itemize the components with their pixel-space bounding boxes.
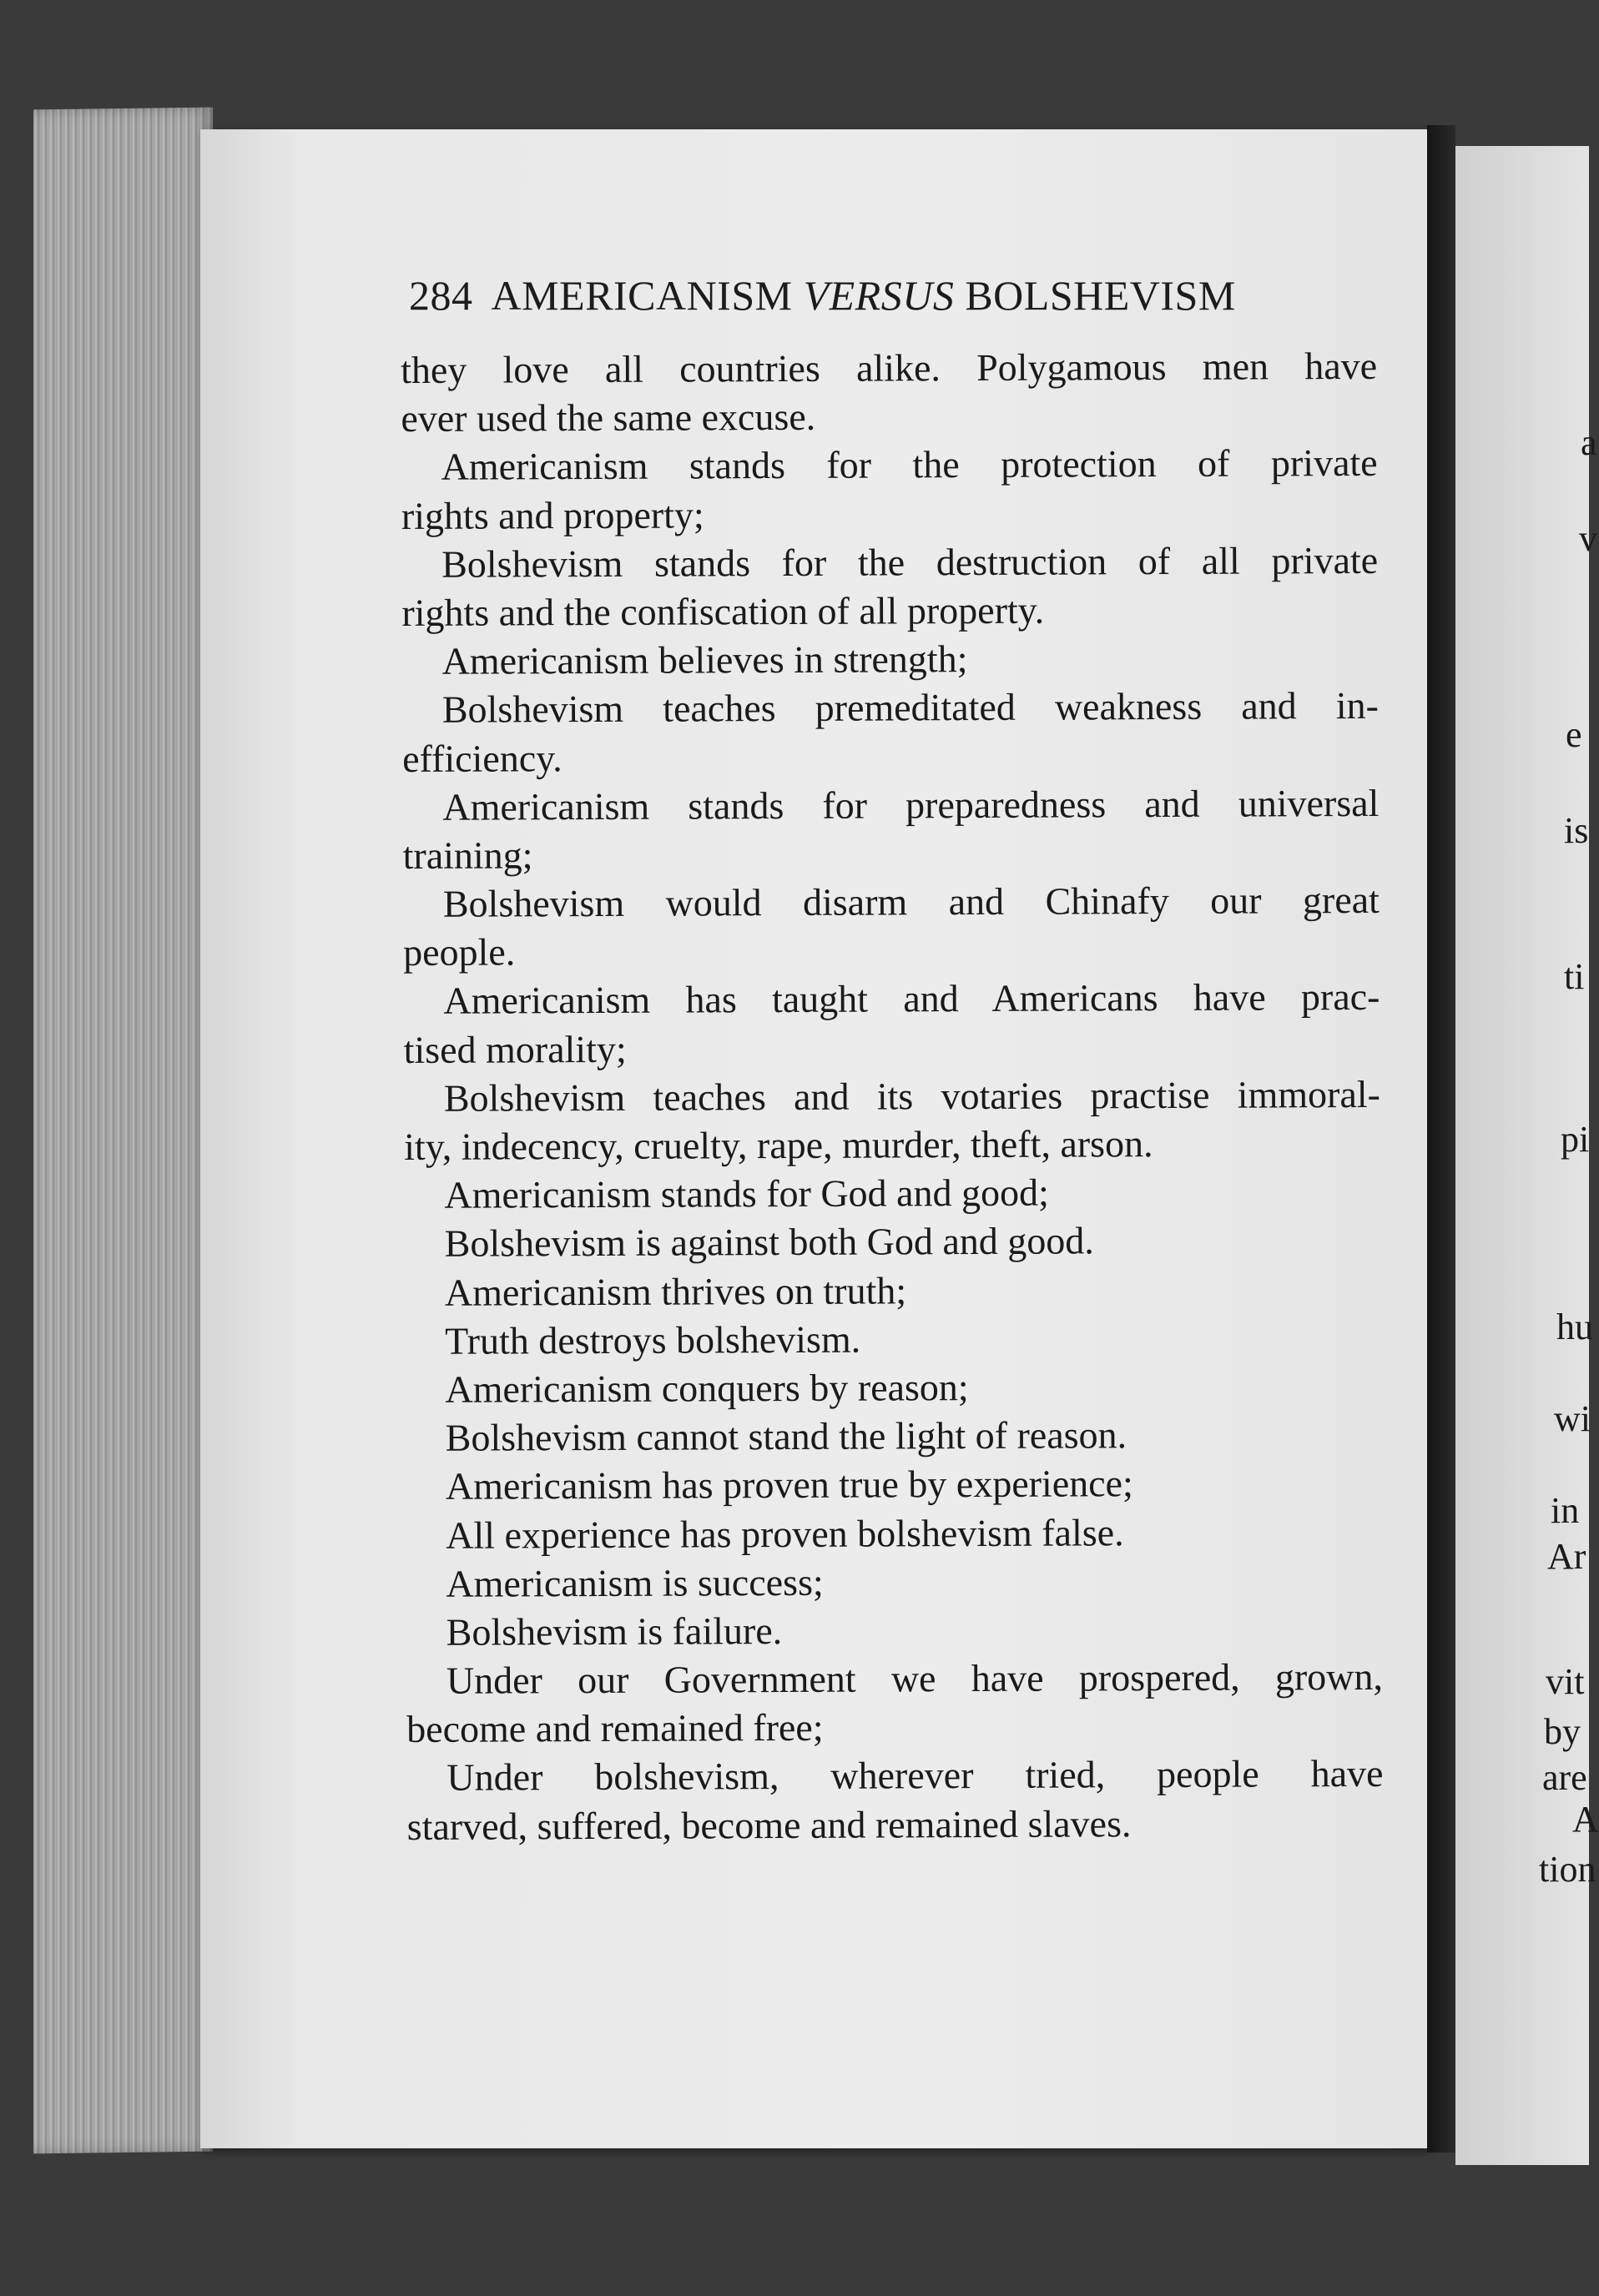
text-line: training; bbox=[402, 833, 533, 877]
page-number: 284 bbox=[409, 272, 473, 319]
text-line: starved, suffered, become and remained slaves. bbox=[406, 1801, 1132, 1848]
right-page-fragment: is bbox=[1564, 810, 1589, 851]
title-italic: VERSUS bbox=[803, 272, 955, 319]
text-line: Bolshevism is failure. bbox=[446, 1609, 783, 1654]
title-part-1: AMERICANISM bbox=[491, 272, 793, 319]
text-line: Americanism conquers by reason; bbox=[445, 1365, 969, 1411]
right-page-fragment: hu bbox=[1556, 1307, 1593, 1347]
text-line: Under bolshevism, wherever tried, people have bbox=[446, 1752, 1384, 1800]
right-page-fragment: ti bbox=[1564, 956, 1585, 997]
right-page-fragment: by bbox=[1544, 1711, 1581, 1752]
text-line: rights and the confiscation of all property. bbox=[401, 588, 1045, 634]
text-line: people. bbox=[403, 930, 516, 974]
text-line: tised morality; bbox=[403, 1027, 627, 1071]
text-line: Bolshevism would disarm and Chinafy our great bbox=[442, 878, 1380, 925]
right-page-fragment: in bbox=[1551, 1490, 1580, 1531]
right-page-fragment: are bbox=[1542, 1757, 1587, 1798]
right-page-fragment: pi bbox=[1561, 1119, 1590, 1160]
text-line: become and remained free; bbox=[406, 1706, 824, 1751]
text-line: Bolshevism teaches and its votaries practise immoral- bbox=[443, 1072, 1381, 1120]
right-page-fragment: v bbox=[1579, 518, 1597, 559]
text-line: Bolshevism teaches premeditated weakness and in- bbox=[441, 684, 1380, 732]
title-part-2: BOLSHEVISM bbox=[965, 272, 1236, 319]
text-line: Americanism has taught and Americans have prac- bbox=[443, 975, 1380, 1023]
text-line: All experience has proven bolshevism false. bbox=[446, 1510, 1124, 1557]
right-page-fragment: vit bbox=[1546, 1661, 1585, 1702]
right-page bbox=[1455, 146, 1599, 2165]
text-line: rights and property; bbox=[401, 492, 704, 537]
text-line: ever used the same excuse. bbox=[401, 395, 816, 441]
text-line: Americanism has proven true by experience; bbox=[445, 1462, 1133, 1508]
text-line: Americanism is success; bbox=[446, 1560, 824, 1605]
text-line: they love all countries alike. Polygamous men have bbox=[401, 344, 1378, 391]
left-page bbox=[200, 129, 1427, 2148]
text-line: Under our Government we have prospered, grown, bbox=[446, 1654, 1384, 1702]
text-line: Americanism stands for God and good; bbox=[444, 1171, 1049, 1216]
text-line: Truth destroys bolshevism. bbox=[445, 1317, 861, 1362]
text-line: Americanism stands for the protection of private bbox=[441, 441, 1378, 489]
right-page-fragment: wi bbox=[1554, 1398, 1591, 1439]
text-line: Americanism thrives on truth; bbox=[444, 1268, 907, 1314]
text-line: Bolshevism stands for the destruction of all private bbox=[441, 538, 1379, 586]
right-page-fragment: A bbox=[1572, 1799, 1599, 1840]
text-line: Bolshevism is against both God and good. bbox=[444, 1219, 1094, 1266]
right-page-fragment: a bbox=[1581, 422, 1597, 463]
text-line: Bolshevism cannot stand the light of reason. bbox=[445, 1413, 1127, 1459]
right-page-fragment: Ar bbox=[1547, 1536, 1586, 1577]
text-line: Americanism believes in strength; bbox=[441, 637, 968, 682]
text-line: ity, indecency, cruelty, rape, murder, theft, arson. bbox=[404, 1122, 1153, 1168]
page-edges bbox=[33, 108, 213, 2154]
book-gutter bbox=[1427, 125, 1455, 2152]
right-page-fragment: tion bbox=[1539, 1849, 1596, 1890]
body-text bbox=[401, 342, 1384, 1851]
right-page-fragment: e bbox=[1566, 714, 1582, 755]
running-head bbox=[409, 271, 1236, 320]
text-line: Americanism stands for preparedness and universal bbox=[442, 781, 1380, 828]
text-line: efficiency. bbox=[402, 736, 562, 780]
